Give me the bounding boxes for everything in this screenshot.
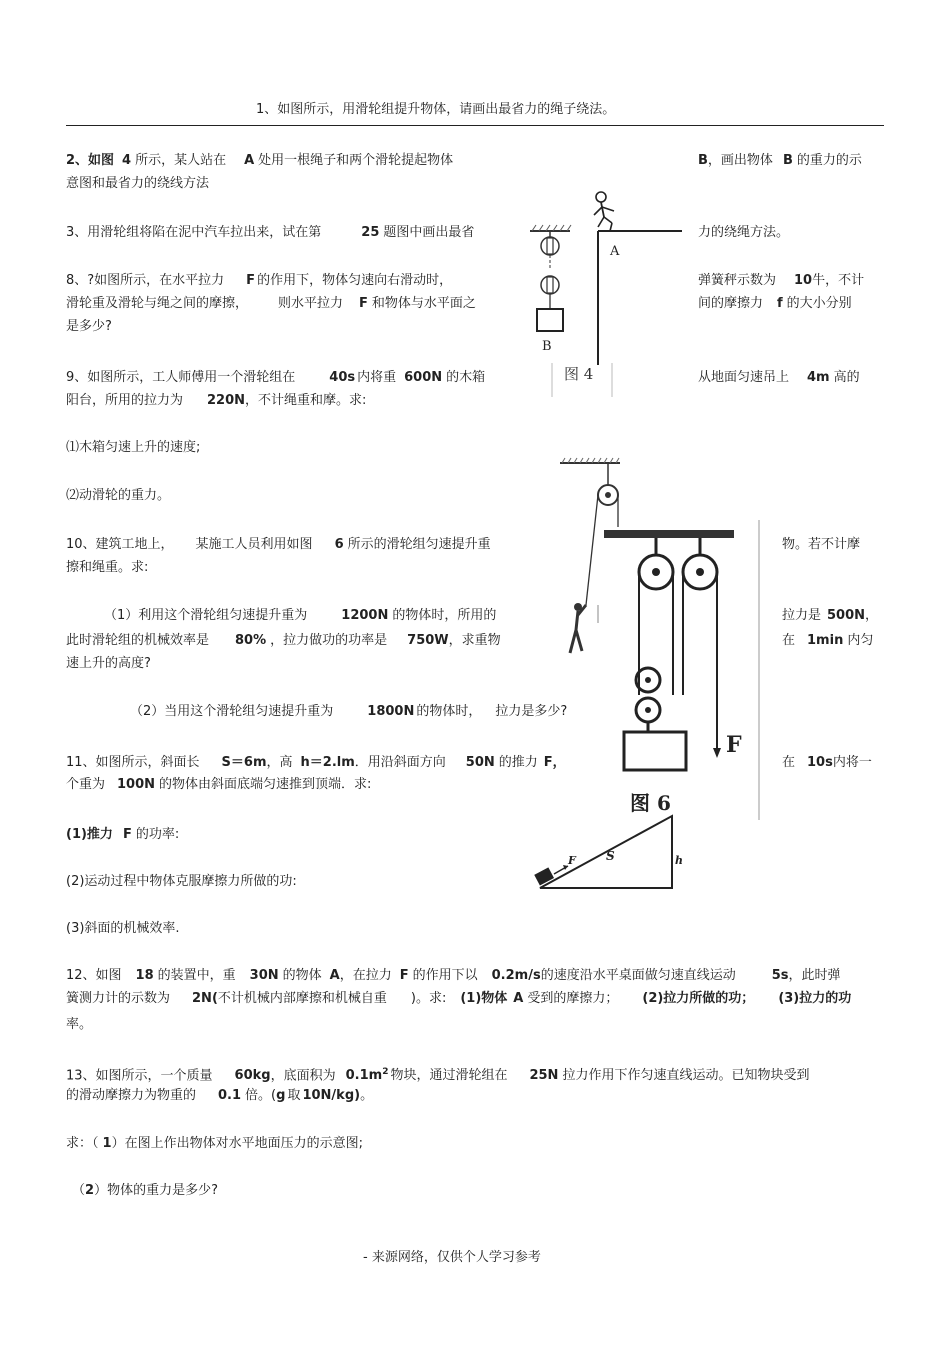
q9-line1: 9、如图所示，工人师傅用一个滑轮组在 40s 内将重 600N 的木箱 (66, 370, 486, 385)
q9-line1-right: 从地面匀速吊上 4m 高的 (698, 370, 860, 385)
q10-line1-right: 物。若不计摩 (782, 537, 861, 552)
q10-sub1-line1-right: 拉力是 500N， (782, 608, 879, 623)
q9-sub1: ⑴木箱匀速上升的速度; (66, 440, 201, 455)
header-divider (66, 125, 884, 126)
q8-line1: 8、?如图所示，在水平拉力 F 的作用下，物体匀速向右滑动时， (66, 273, 453, 288)
figure-4-diagram (522, 185, 692, 400)
q11-sub1: (1)推力 F 的功率: (66, 827, 180, 842)
q12-line3: 率。 (66, 1017, 93, 1032)
q11-line2: 个重为 100N 的物体由斜面底端匀速推到顶端．求: (66, 777, 372, 792)
q11-line1-right: 在 10s内将一 (782, 755, 872, 770)
q13-sub1: 求：（ 1）在图上作出物体对水平地面压力的示意图; (66, 1136, 363, 1151)
q13-sub2: （2）物体的重力是多少? (72, 1183, 218, 1198)
q12-line1: 12、如图 18 的装置中，重 30N 的物体 A，在拉力 F 的作用下以 0.2m/s的速度沿水平桌面做匀速直线运动 5s，此时弹 (66, 968, 841, 983)
figure-4-label-b: B (542, 339, 552, 354)
q8-line3: 是多少? (66, 319, 112, 334)
figure-4-caption: 图 4 (564, 365, 594, 383)
q8-line2: 滑轮重及滑轮与绳之间的摩擦， 则水平拉力 F 和物体与水平面之 (66, 296, 476, 311)
header-title: 1、如图所示，用滑轮组提升物体，请画出最省力的绳子绕法。 (256, 102, 616, 117)
q12-line2: 簧测力计的示数为 2N(不计机械内部摩擦和机械自重 )。求: (1)物体 A 受到的摩擦力； (2)拉力所做的功； (3)拉力的功 (66, 991, 852, 1006)
footer-note: - 来源网络，仅供个人学习参考 (363, 1250, 541, 1265)
q10-sub1-line3: 速上升的高度? (66, 656, 151, 671)
q11-sub3: (3)斜面的机械效率. (66, 921, 180, 936)
q13-line2: 的滑动摩擦力为物重的 0.1 倍。(g 取 10N/kg)。 (66, 1088, 374, 1103)
q8-line1-right: 弹簧秤示数为 10牛，不计 (698, 273, 865, 288)
q2-line1: 2、如图 4 所示，某人站在 A 处用一根绳子和两个滑轮提起物体 (66, 153, 454, 168)
incline-label-f: F (568, 854, 576, 867)
q2-line1-right: B，画出物体 B 的重力的示 (698, 153, 862, 168)
figure-4-label-a: A (610, 244, 620, 259)
q13-line1: 13、如图所示，一个质量 60kg，底面积为 $0.1m^2$ 物块，通过滑轮组在 25N 拉力作用下作匀速直线运动。已知物块受到 (66, 1067, 810, 1084)
q11-line1: 11、如图所示，斜面长 S＝6m，高 h＝2.lm．用沿斜面方向 50N 的推力 F， (66, 755, 566, 770)
q2-line2: 意图和最省力的绕线方法 (66, 176, 210, 191)
q8-line2-right: 间的摩擦力 f 的大小分别 (698, 296, 852, 311)
q3-line1-right: 力的绕绳方法。 (698, 225, 790, 240)
q10-line2: 擦和绳重。求: (66, 560, 149, 575)
q10-sub2: （2）当用这个滑轮组匀速提升重为 1800N 的物体时， 拉力是多少? (130, 704, 568, 719)
incline-label-s: S (606, 849, 615, 863)
figure-6-label-f: F (726, 732, 742, 758)
figure-6-diagram (604, 520, 764, 820)
q3-line1: 3、用滑轮组将陷在泥中汽车拉出来，试在第 25 题图中画出最省 (66, 225, 475, 240)
q10-sub1-line2-right: 在 1min 内匀 (782, 633, 874, 648)
q9-sub2: ⑵动滑轮的重力。 (66, 488, 171, 503)
q10-line1: 10、建筑工地上， 某施工人员利用如图 6 所示的滑轮组匀速提升重 (66, 537, 491, 552)
incline-diagram (530, 812, 690, 892)
q10-sub1-line1: （1）利用这个滑轮组匀速提升重为 1200N 的物体时，所用的 (104, 608, 497, 623)
q9-line2: 阳台，所用的拉力为 220N，不计绳重和摩。求: (66, 393, 367, 408)
incline-label-h: h (675, 854, 683, 867)
q11-sub2: (2)运动过程中物体克服摩擦力所做的功: (66, 874, 297, 889)
figure-6-caption: 图 6 (630, 791, 671, 815)
q10-sub1-line2: 此时滑轮组的机械效率是 80% ，拉力做功的功率是 750W，求重物 (66, 633, 501, 648)
